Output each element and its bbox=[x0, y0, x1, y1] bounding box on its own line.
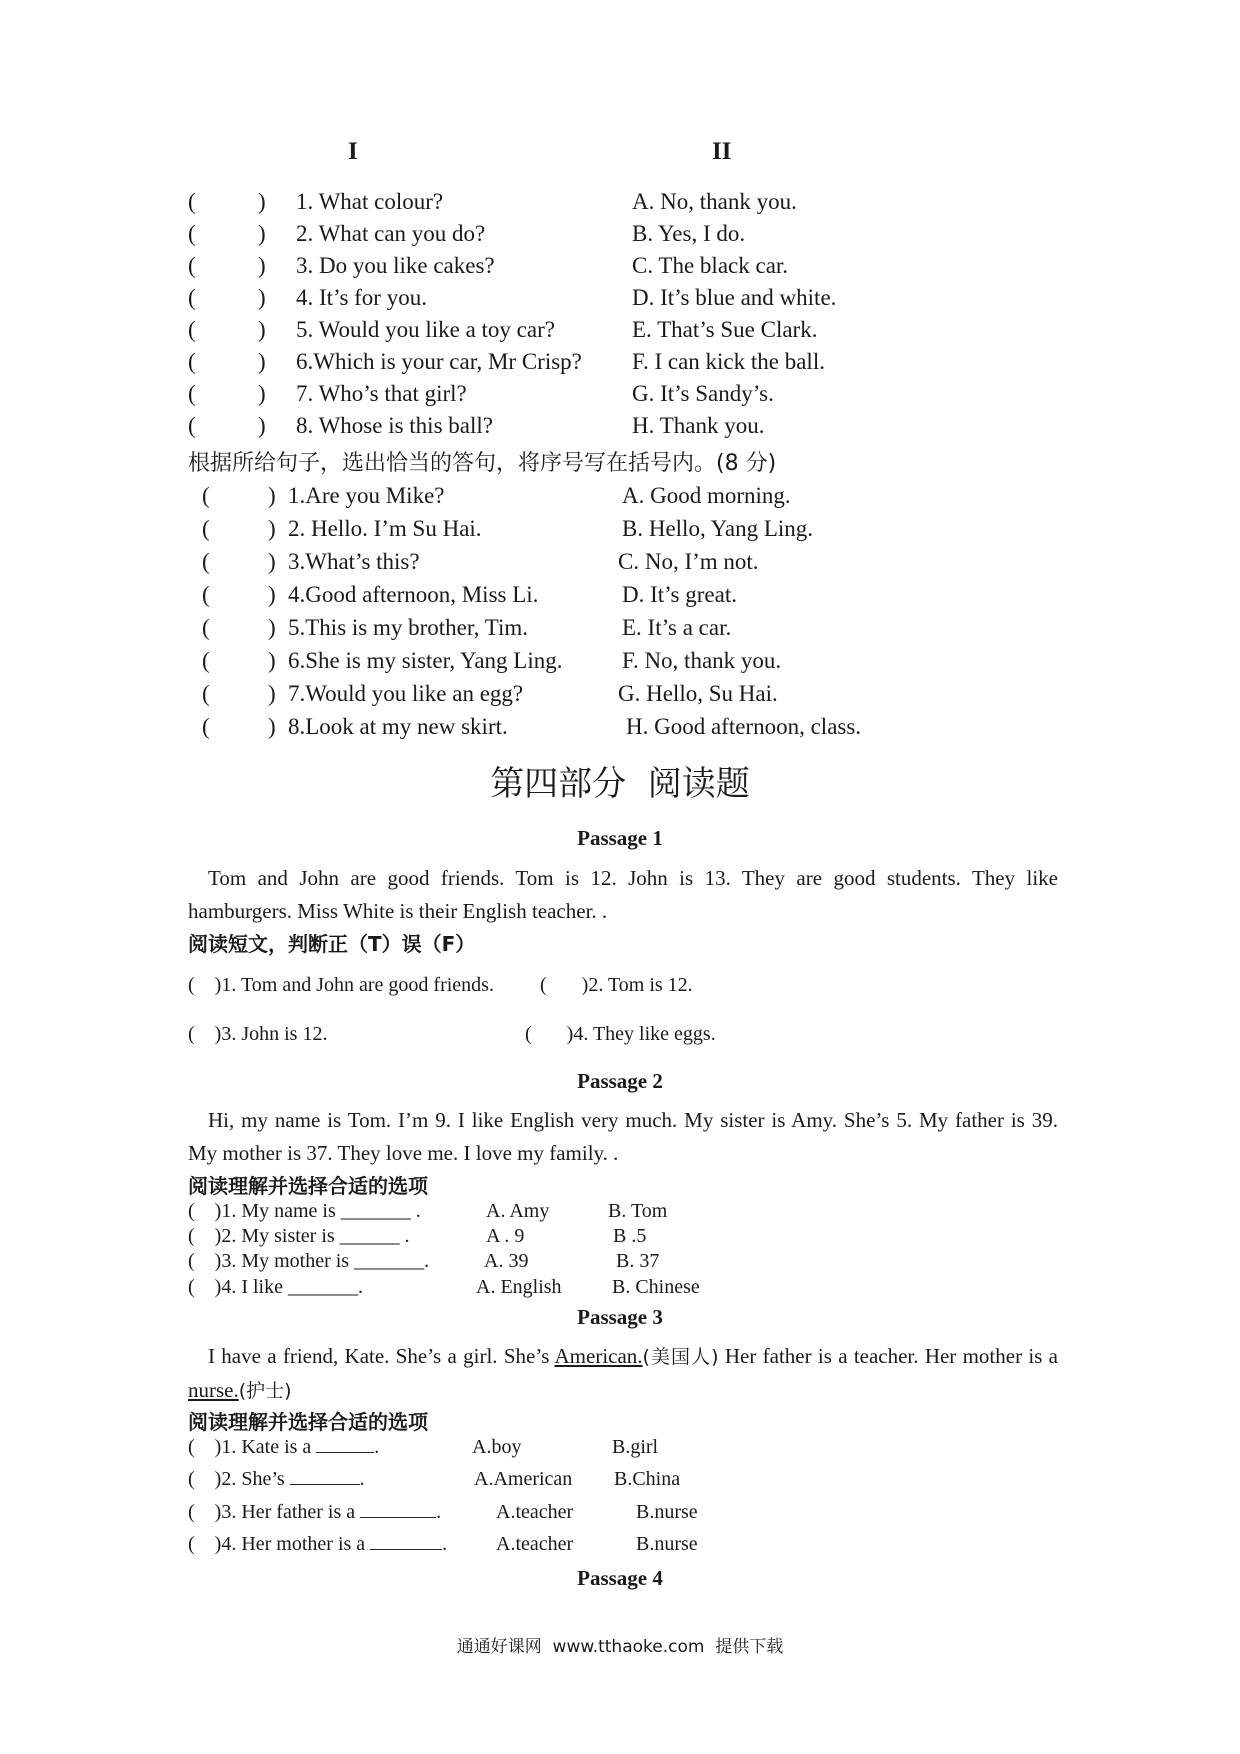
question: 3.What’s this? bbox=[288, 549, 420, 574]
answer-bracket: ( bbox=[202, 714, 210, 739]
answer-bracket: ) bbox=[268, 483, 276, 508]
question: 4. It’s for you. bbox=[296, 285, 427, 310]
column-ii-header: II bbox=[712, 138, 732, 165]
answer-option: H. Good afternoon, class. bbox=[626, 714, 862, 739]
passage-2-option-a: A. English bbox=[476, 1276, 562, 1298]
answer-bracket: ) bbox=[258, 317, 266, 342]
passage-1-title: Passage 1 bbox=[577, 826, 663, 850]
passage-3-option-b: B.nurse bbox=[636, 1533, 698, 1555]
answer-bracket: ( bbox=[188, 317, 196, 342]
question: 6.She is my sister, Yang Ling. bbox=[288, 648, 563, 673]
question: 7.Would you like an egg? bbox=[288, 681, 524, 706]
answer-bracket: ( bbox=[202, 516, 210, 541]
answer-option: E. That’s Sue Clark. bbox=[632, 317, 818, 342]
question-end: . bbox=[374, 1436, 380, 1458]
answer-bracket: ) bbox=[258, 189, 266, 214]
question: 8.Look at my new skirt. bbox=[288, 714, 508, 739]
answer-bracket: ) bbox=[268, 681, 276, 706]
answer-option: F. I can kick the ball. bbox=[632, 349, 825, 374]
passage-2-title: Passage 2 bbox=[577, 1069, 663, 1093]
question: 1.Are you Mike? bbox=[288, 483, 445, 508]
section-title: 第四部分 阅读题 bbox=[490, 764, 750, 804]
passage-3-title: Passage 3 bbox=[577, 1305, 663, 1329]
answer-bracket: ( bbox=[202, 582, 210, 607]
question-text: ( )3. Her father is a bbox=[188, 1501, 356, 1523]
question: 2. Hello. I’m Su Hai. bbox=[288, 516, 482, 541]
page-footer: 通通好课网 www.tthaoke.com 提供下载 bbox=[456, 1637, 784, 1657]
question: 3. Do you like cakes? bbox=[296, 253, 495, 278]
question: 6.Which is your car, Mr Crisp? bbox=[296, 349, 582, 374]
chinese-gloss: (护士) bbox=[238, 1380, 292, 1402]
answer-bracket: ) bbox=[258, 413, 266, 438]
passage-3-option-a: A.teacher bbox=[496, 1501, 574, 1523]
column-i-header: I bbox=[348, 138, 358, 165]
passage-1-item: ( )2. Tom is 12. bbox=[540, 974, 693, 996]
passage-2-question: ( )4. I like _______. bbox=[188, 1276, 363, 1298]
passage-2-option-b: B. Chinese bbox=[612, 1276, 700, 1298]
answer-option: B. Hello, Yang Ling. bbox=[622, 516, 814, 541]
answer-option: B. Yes, I do. bbox=[632, 221, 746, 246]
answer-option: C. The black car. bbox=[632, 253, 789, 278]
passage-1-item: ( )1. Tom and John are good friends. bbox=[188, 974, 494, 996]
passage-3-instruction: 阅读理解并选择合适的选项 bbox=[188, 1410, 428, 1434]
answer-blank bbox=[360, 1499, 436, 1518]
answer-option: A. No, thank you. bbox=[632, 189, 797, 214]
passage-3-option-a: A.teacher bbox=[496, 1533, 574, 1555]
answer-bracket: ) bbox=[268, 516, 276, 541]
passage-2-option-a: A. 39 bbox=[484, 1250, 529, 1272]
passage-2-option-b: B .5 bbox=[613, 1225, 647, 1247]
question: 5. Would you like a toy car? bbox=[296, 317, 555, 342]
passage-2-question: ( )3. My mother is _______. bbox=[188, 1250, 430, 1272]
question-end: . bbox=[442, 1533, 448, 1555]
passage-1-item: ( )4. They like eggs. bbox=[525, 1023, 716, 1045]
answer-option: D. It’s blue and white. bbox=[632, 285, 837, 310]
answer-bracket: ( bbox=[188, 221, 196, 246]
answer-bracket: ) bbox=[258, 381, 266, 406]
passage-3-question bbox=[188, 1434, 379, 1460]
answer-bracket: ( bbox=[188, 413, 196, 438]
passage-2-text bbox=[188, 1104, 1058, 1170]
passage-1-item: ( )3. John is 12. bbox=[188, 1023, 328, 1045]
question-text: ( )2. She’s bbox=[188, 1468, 285, 1490]
question: 5.This is my brother, Tim. bbox=[288, 615, 528, 640]
question-end: . bbox=[359, 1468, 365, 1490]
question-text: ( )4. Her mother is a bbox=[188, 1533, 366, 1555]
chinese-gloss: (美国人) bbox=[642, 1346, 719, 1368]
answer-option: G. It’s Sandy’s. bbox=[632, 381, 774, 406]
passage-3-option-b: B.nurse bbox=[636, 1501, 698, 1523]
answer-bracket: ( bbox=[188, 381, 196, 406]
answer-bracket: ( bbox=[202, 648, 210, 673]
answer-bracket: ) bbox=[268, 582, 276, 607]
answer-blank bbox=[290, 1466, 360, 1485]
underlined-word: American. bbox=[554, 1344, 643, 1368]
answer-bracket: ( bbox=[202, 483, 210, 508]
passage-2-option-a: A . 9 bbox=[486, 1225, 525, 1247]
answer-bracket: ) bbox=[258, 253, 266, 278]
answer-bracket: ( bbox=[188, 285, 196, 310]
passage-2-option-a: A. Amy bbox=[486, 1200, 550, 1222]
passage-2-option-b: B. 37 bbox=[616, 1250, 660, 1272]
question: 1. What colour? bbox=[296, 189, 444, 214]
answer-bracket: ( bbox=[188, 253, 196, 278]
question: 7. Who’s that girl? bbox=[296, 381, 467, 406]
passage-1-body: Tom and John are good friends. Tom is 12. John is 13. They are good students. They like hamburgers. Miss White is their English teacher. . bbox=[188, 866, 1058, 923]
underlined-word: nurse. bbox=[188, 1378, 239, 1402]
answer-option: G. Hello, Su Hai. bbox=[618, 681, 778, 706]
answer-blank bbox=[370, 1531, 442, 1550]
question-text: ( )1. Kate is a bbox=[188, 1436, 312, 1458]
exercise-2-instruction: 根据所给句子，选出恰当的答句，将序号写在括号内。(8 分) bbox=[188, 451, 777, 476]
passage-3-question bbox=[188, 1531, 447, 1557]
answer-bracket: ) bbox=[258, 285, 266, 310]
passage-3-option-b: B.China bbox=[614, 1468, 681, 1490]
passage-2-instruction: 阅读理解并选择合适的选项 bbox=[188, 1174, 428, 1198]
answer-bracket: ( bbox=[202, 549, 210, 574]
answer-bracket: ) bbox=[268, 648, 276, 673]
question: 4.Good afternoon, Miss Li. bbox=[288, 582, 539, 607]
passage-2-body: Hi, my name is Tom. I’m 9. I like English very much. My sister is Amy. She’s 5. My father is 39. My mother is 37. They love me. I love my family. . bbox=[188, 1108, 1058, 1165]
passage-2-question: ( )1. My name is _______ . bbox=[188, 1200, 421, 1222]
answer-option: C. No, I’m not. bbox=[618, 549, 759, 574]
answer-bracket: ) bbox=[258, 221, 266, 246]
answer-option: E. It’s a car. bbox=[622, 615, 732, 640]
answer-bracket: ) bbox=[268, 714, 276, 739]
answer-bracket: ) bbox=[268, 615, 276, 640]
passage-3-question bbox=[188, 1466, 365, 1492]
passage-3-option-a: A.boy bbox=[472, 1436, 522, 1458]
passage-2-question: ( )2. My sister is ______ . bbox=[188, 1225, 410, 1247]
question-end: . bbox=[436, 1501, 442, 1523]
answer-option: A. Good morning. bbox=[622, 483, 791, 508]
passage-3-text-part: I have a friend, Kate. She’s a girl. She’s bbox=[208, 1344, 555, 1368]
passage-3-option-b: B.girl bbox=[612, 1436, 659, 1458]
answer-bracket: ( bbox=[202, 615, 210, 640]
passage-3-text bbox=[188, 1340, 1058, 1408]
answer-bracket: ( bbox=[188, 189, 196, 214]
passage-4-title: Passage 4 bbox=[577, 1566, 663, 1590]
passage-3-text-part: Her father is a teacher. Her mother is a bbox=[718, 1344, 1058, 1368]
question: 8. Whose is this ball? bbox=[296, 413, 493, 438]
answer-blank bbox=[316, 1434, 374, 1453]
answer-bracket: ) bbox=[258, 349, 266, 374]
answer-bracket: ) bbox=[268, 549, 276, 574]
answer-option: D. It’s great. bbox=[622, 582, 737, 607]
passage-3-question bbox=[188, 1499, 441, 1525]
passage-1-text bbox=[188, 862, 1058, 928]
answer-option: H. Thank you. bbox=[632, 413, 765, 438]
answer-bracket: ( bbox=[188, 349, 196, 374]
answer-option: F. No, thank you. bbox=[622, 648, 782, 673]
passage-2-option-b: B. Tom bbox=[608, 1200, 668, 1222]
question: 2. What can you do? bbox=[296, 221, 486, 246]
passage-3-option-a: A.American bbox=[474, 1468, 573, 1490]
passage-1-instruction: 阅读短文，判断正（T）误（F） bbox=[188, 932, 476, 956]
answer-bracket: ( bbox=[202, 681, 210, 706]
